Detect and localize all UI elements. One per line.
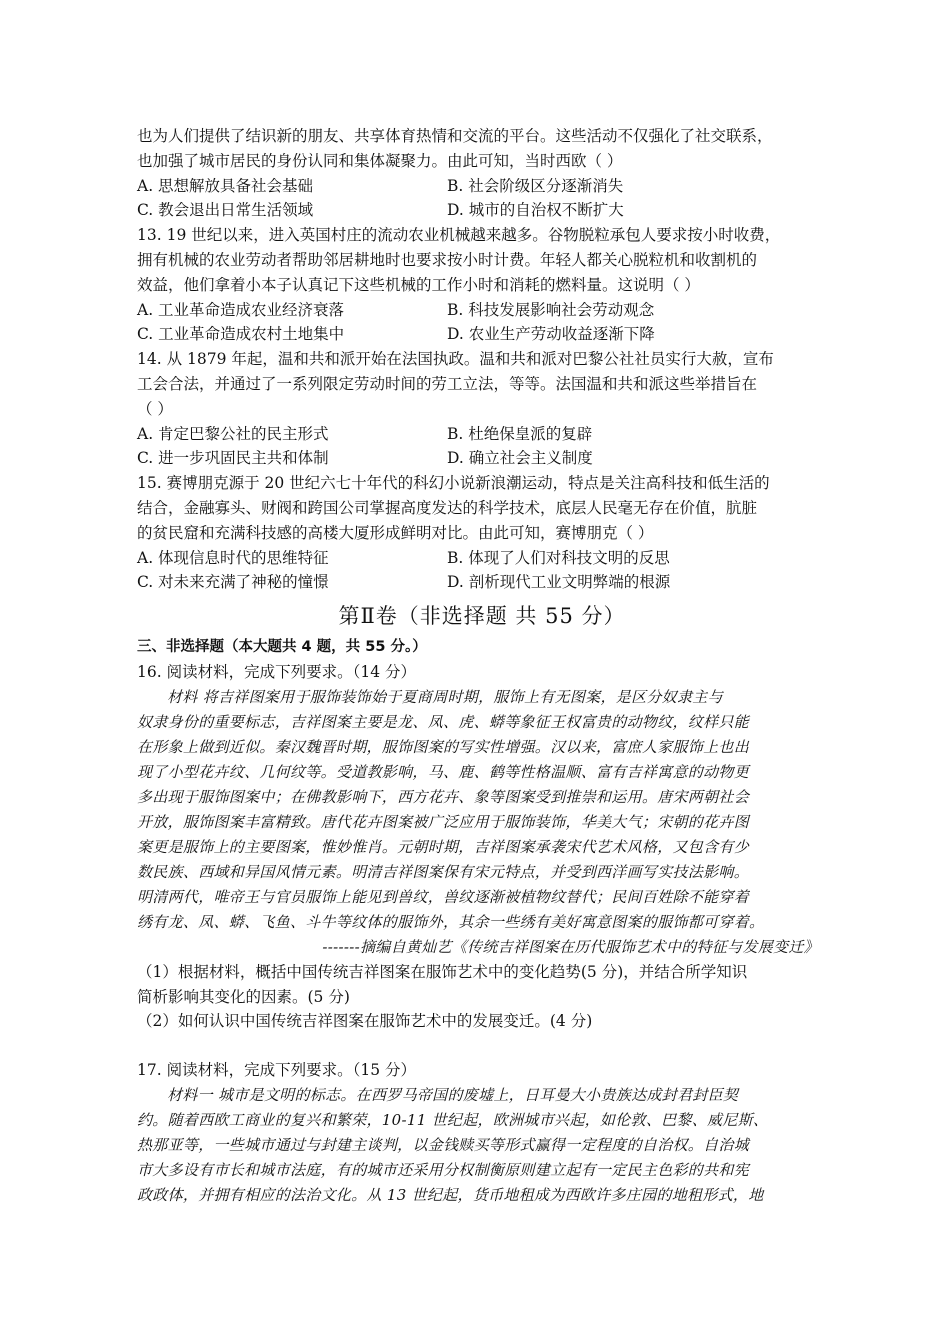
option-a: A. 体现信息时代的思维特征 — [137, 548, 329, 567]
question-text-line: （ ） — [137, 399, 173, 418]
question-intro: 16. 阅读材料，完成下列要求。（14 分） — [137, 662, 416, 681]
material-line: 多出现于服饰图案中；在佛教影响下，西方花卉、象等图案受到推崇和运用。唐宋两朝社会 — [137, 787, 750, 806]
question-12 — [137, 124, 827, 223]
question-text-line: 效益，他们拿着小本子认真记下这些机械的工作小时和消耗的燃料量。这说明（ ） — [137, 275, 700, 294]
question-15 — [137, 471, 827, 595]
option-b: B. 科技发展影响社会劳动观念 — [447, 300, 655, 319]
option-a: A. 思想解放具备社会基础 — [137, 176, 314, 195]
section-title: 第Ⅱ卷（非选择题 共 55 分） — [338, 604, 626, 629]
material-line: 在形象上做到近似。秦汉魏晋时期，服饰图案的写实性增强。汉以来，富庶人家服饰上也出 — [137, 737, 750, 756]
section-heading: 三、非选择题（本大题共 4 题，共 55 分。） — [137, 639, 427, 656]
spacer — [137, 1034, 827, 1058]
question-13 — [137, 223, 827, 347]
option-d: D. 确立社会主义制度 — [447, 449, 593, 468]
options-row — [137, 570, 827, 595]
question-14 — [137, 347, 827, 471]
options-row — [137, 198, 827, 223]
material-line: 市大多设有市长和城市法庭，有的城市还采用分权制衡原则建立起有一定民主色彩的共和宪 — [137, 1160, 750, 1179]
question-text-line: 工会合法，并通过了一系列限定劳动时间的劳工立法，等等。法国温和共和派这些举措旨在 — [137, 374, 758, 393]
question-text-line: 也为人们提供了结识新的朋友、共享体育热情和交流的平台。这些活动不仅强化了社交联系， — [137, 127, 773, 145]
options-row — [137, 298, 827, 323]
option-c: C. 工业革命造成农村土地集中 — [137, 325, 345, 344]
material-line: 热那亚等，一些城市通过与封建主谈判，以金钱赎买等形式赢得一定程度的自治权。自治城 — [137, 1135, 750, 1154]
question-text-line: 15. 赛博朋克源于 20 世纪六七十年代的科幻小说新浪潮运动，特点是关注高科技和低生活的 — [137, 474, 770, 493]
question-text-line: 14. 从 1879 年起，温和共和派开始在法国执政。温和共和派对巴黎公社社员实行大赦，宣布 — [137, 350, 774, 369]
options-row — [137, 446, 827, 471]
sub-question-1-cont: 简析影响其变化的因素。(5 分) — [137, 987, 350, 1006]
option-b: B. 体现了人们对科技文明的反思 — [447, 548, 670, 567]
option-d: D. 剖析现代工业文明弊端的根源 — [447, 573, 671, 592]
material-line: 材料 将吉祥图案用于服饰装饰始于夏商周时期，服饰上有无图案，是区分奴隶主与 — [167, 687, 723, 706]
question-text-line: 13. 19 世纪以来，进入英国村庄的流动农业机械越来越多。谷物脱粒承包人要求按小时收费， — [137, 226, 781, 245]
question-intro: 17. 阅读材料，完成下列要求。（15 分） — [137, 1061, 416, 1080]
exam-page — [137, 124, 827, 1208]
question-text-line: 也加强了城市居民的身份认同和集体凝聚力。由此可知，当时西欧（ ） — [137, 151, 623, 170]
material-source: -------摘编自黄灿艺《传统吉祥图案在历代服饰艺术中的特征与发展变迁》 — [322, 937, 819, 956]
material-line: 材料一 城市是文明的标志。在西罗马帝国的废墟上，日耳曼大小贵族达成封君封臣契 — [167, 1085, 739, 1104]
option-b: B. 社会阶级区分逐渐消失 — [447, 176, 624, 195]
option-c: C. 对未来充满了神秘的憧憬 — [137, 573, 329, 592]
sub-question-2: （2）如何认识中国传统吉祥图案在服饰艺术中的发展变迁。(4 分) — [137, 1012, 593, 1031]
options-row — [137, 422, 827, 447]
material-line: 政政体，并拥有相应的法治文化。从 13 世纪起，货币地租成为西欧许多庄园的地租形式，地 — [137, 1185, 764, 1204]
option-b: B. 杜绝保皇派的复辟 — [447, 424, 593, 443]
material-line: 开放，服饰图案丰富精致。唐代花卉图案被广泛应用于服饰装饰，华美大气；宋朝的花卉图 — [137, 812, 750, 831]
material-line: 明清两代，唯帝王与官员服饰上能见到兽纹，兽纹逐渐被植物纹替代；民间百姓除不能穿着 — [137, 887, 750, 906]
options-row — [137, 546, 827, 571]
option-d: D. 农业生产劳动收益逐渐下降 — [447, 325, 655, 344]
options-row — [137, 322, 827, 347]
option-c: C. 进一步巩固民主共和体制 — [137, 449, 329, 468]
material-line: 奴隶身份的重要标志，吉祥图案主要是龙、凤、虎、蟒等象征王权富贵的动物纹，纹样只能 — [137, 712, 750, 731]
question-text-line: 拥有机械的农业劳动者帮助邻居耕地时也要求按小时计费。年轻人都关心脱粒机和收割机的 — [137, 250, 758, 269]
material-line: 约。随着西欧工商业的复兴和繁荣，10-11 世纪起，欧洲城市兴起，如伦敦、巴黎、威尼斯、 — [137, 1110, 769, 1129]
sub-question-1: （1）根据材料，概括中国传统吉祥图案在服饰艺术中的变化趋势(5 分)，并结合所学知识 — [137, 962, 748, 981]
question-16 — [137, 660, 827, 1034]
material-line: 数民族、西域和异国风情元素。明清吉祥图案保有宋元特点，并受到西洋画写实技法影响。 — [137, 862, 750, 881]
question-text-line: 结合，金融寡头、财阀和跨国公司掌握高度发达的科学技术，底层人民毫无存在价值，肮脏 — [137, 498, 758, 517]
option-d: D. 城市的自治权不断扩大 — [447, 201, 624, 220]
material-line: 绣有龙、凤、蟒、飞鱼、斗牛等纹体的服饰外，其余一些绣有美好寓意图案的服饰都可穿着。 — [137, 912, 765, 931]
options-row — [137, 174, 827, 199]
material-line: 现了小型花卉纹、几何纹等。受道教影响，马、鹿、鹤等性格温顺、富有吉祥寓意的动物更 — [137, 762, 750, 781]
question-17 — [137, 1058, 827, 1208]
option-c: C. 教会退出日常生活领域 — [137, 201, 314, 220]
material-line: 案更是服饰上的主要图案，惟妙惟肖。元朝时期，吉祥图案承袭宋代艺术风格，又包含有少 — [137, 837, 750, 856]
question-text-line: 的贫民窟和充满科技感的高楼大厦形成鲜明对比。由此可知，赛博朋克（ ） — [137, 523, 654, 542]
option-a: A. 肯定巴黎公社的民主形式 — [137, 424, 329, 443]
option-a: A. 工业革命造成农业经济衰落 — [137, 300, 345, 319]
